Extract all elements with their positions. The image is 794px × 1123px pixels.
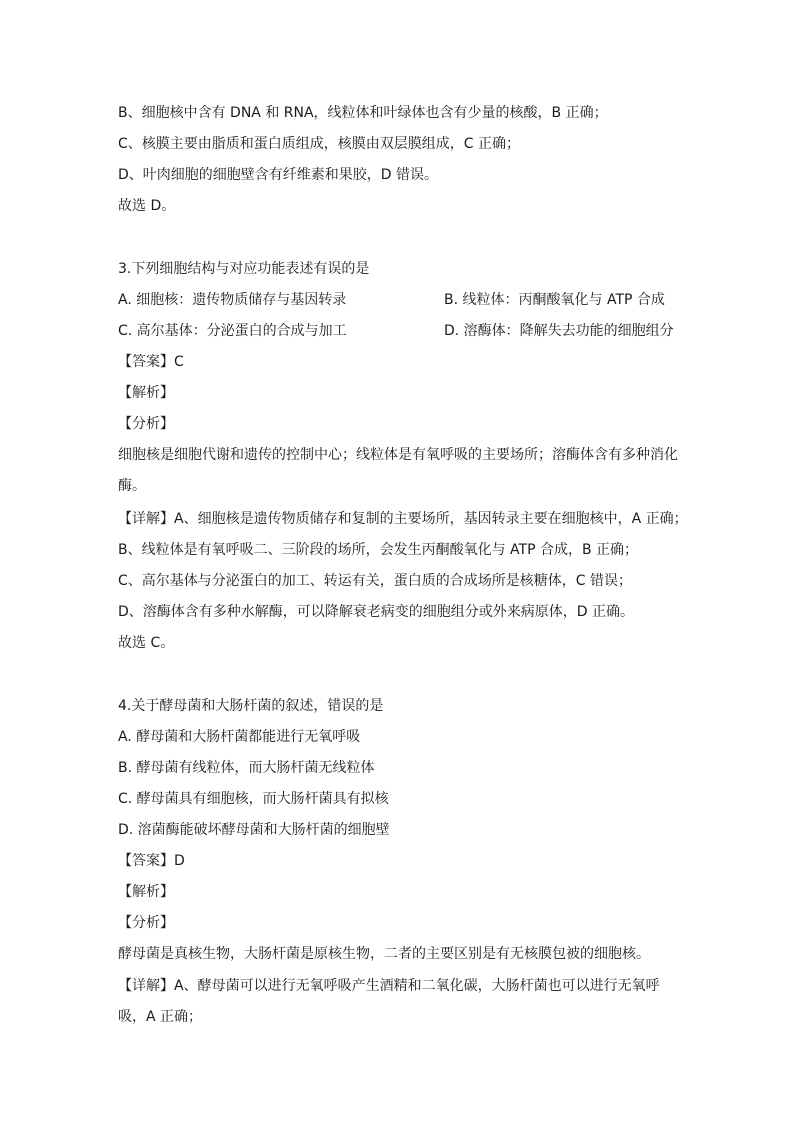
q3-detail-c: C、高尔基体与分泌蛋白的加工、转运有关，蛋白质的合成场所是核糖体，C 错误；	[118, 573, 632, 589]
q3-detail-d: D、溶酶体含有多种水解酶，可以降解衰老病变的细胞组分或外来病原体，D 正确。	[118, 604, 635, 620]
q4-option-a: A. 酵母菌和大肠杆菌都能进行无氧呼吸	[118, 729, 361, 745]
q3-fenxi-text: 细胞核是细胞代谢和遗传的控制中心；线粒体是有氧呼吸的主要场所；溶酶体含有多种消化酶。	[118, 447, 678, 494]
q2-explanation-c: C、核膜主要由脂质和蛋白质组成，核膜由双层膜组成，C 正确；	[118, 136, 520, 152]
q3-answer: 【答案】C	[118, 354, 184, 370]
q3-fenxi-heading: 【分析】	[118, 416, 174, 432]
q3-option-d: D. 溶酶体：降解失去功能的细胞组分	[444, 323, 674, 339]
q4-analysis-heading: 【解析】	[118, 884, 174, 900]
q4-fenxi-text: 酵母菌是真核生物，大肠杆菌是原核生物，二者的主要区别是有无核膜包被的细胞核。	[118, 946, 650, 962]
q3-detail-a: 【详解】A、细胞核是遗传物质储存和复制的主要场所，基因转录主要在细胞核中，A 正确；	[118, 511, 688, 527]
q4-answer: 【答案】D	[118, 853, 185, 869]
q3-option-b: B. 线粒体：丙酮酸氧化与 ATP 合成	[444, 292, 665, 308]
q3-option-a: A. 细胞核：遗传物质储存与基因转录	[118, 292, 347, 308]
q3-conclusion: 故选 C。	[118, 635, 175, 651]
q4-option-d: D. 溶菌酶能破坏酵母菌和大肠杆菌的细胞壁	[118, 822, 390, 838]
q2-explanation-d: D、叶肉细胞的细胞壁含有纤维素和果胶，D 错误。	[118, 167, 439, 183]
q3-detail-b: B、线粒体是有氧呼吸二、三阶段的场所，会发生丙酮酸氧化与 ATP 合成，B 正确；	[118, 542, 639, 558]
q4-option-c: C. 酵母菌具有细胞核，而大肠杆菌具有拟核	[118, 791, 389, 807]
q4-stem: 4.关于酵母菌和大肠杆菌的叙述，错误的是	[118, 698, 384, 714]
q4-detail-a: 【详解】A、酵母菌可以进行无氧呼吸产生酒精和二氧化碳，大肠杆菌也可以进行无氧呼吸，A 正确；	[118, 978, 660, 1025]
q2-explanation-b: B、细胞核中含有 DNA 和 RNA，线粒体和叶绿体也含有少量的核酸，B 正确；	[118, 105, 608, 121]
q2-conclusion: 故选 D。	[118, 198, 176, 214]
q4-fenxi-heading: 【分析】	[118, 915, 174, 931]
q3-option-c: C. 高尔基体：分泌蛋白的合成与加工	[118, 323, 347, 339]
q4-option-b: B. 酵母菌有线粒体，而大肠杆菌无线粒体	[118, 760, 375, 776]
q3-stem: 3.下列细胞结构与对应功能表述有误的是	[118, 261, 370, 277]
q3-analysis-heading: 【解析】	[118, 385, 174, 401]
